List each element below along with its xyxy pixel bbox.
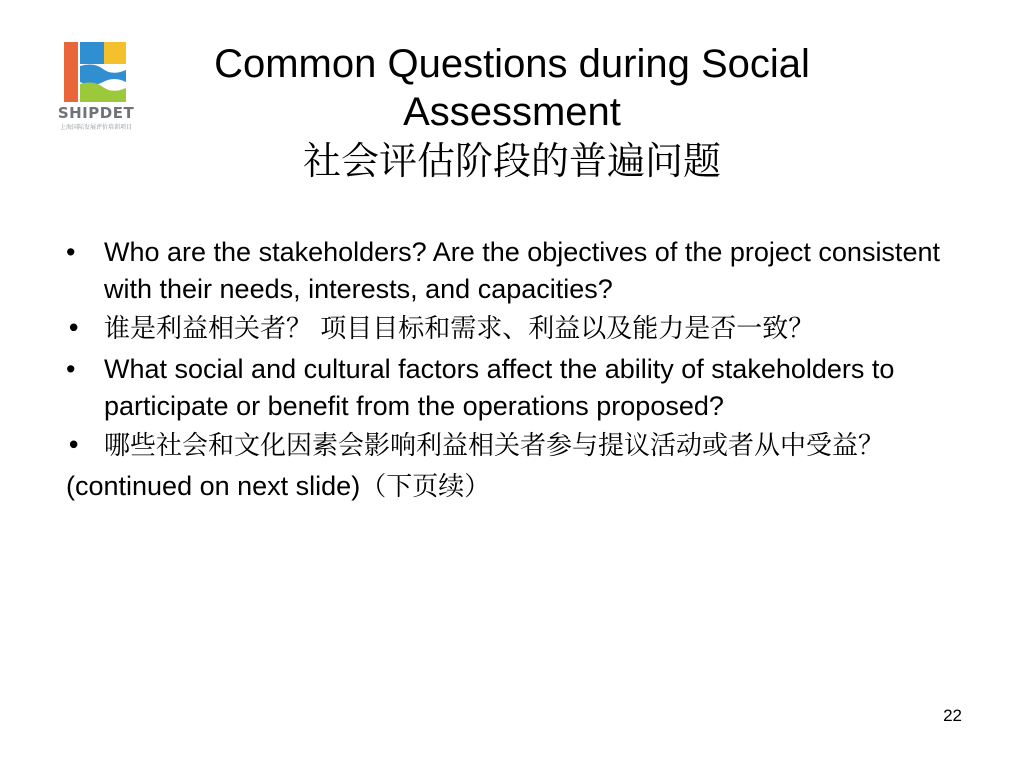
slide-title [150,40,874,186]
title-line-1: Common Questions during Social [214,42,810,86]
shipdet-logo-icon [64,42,126,102]
title-line-chinese: 社会评估阶段的普遍问题 [302,139,721,183]
bullet-item [66,312,966,347]
continued-note [66,468,966,506]
bullet-item [66,351,966,425]
bullet-text: 哪些社会和文化因素会影响利益相关者参与提议活动或者从中受益？ [104,431,885,461]
bullet-marker: • [66,314,82,344]
bullet-item [66,429,966,464]
logo-subtitle: 上海国际发展评价培训项目 [59,124,132,131]
continued-english: (continued on next slide) [66,471,361,501]
bullet-item [66,234,966,308]
logo-name: SHIPDET [57,104,135,122]
bullet-marker: • [66,237,76,267]
page-number: 22 [943,706,962,725]
bullet-marker: • [66,354,76,384]
bullet-list [66,234,966,506]
continued-chinese: （下页续） [360,472,491,502]
shipdet-logo [50,42,142,134]
bullet-text: 谁是利益相关者？ 项目目标和需求、利益以及能力是否一致？ [104,314,815,344]
title-line-2: Assessment [403,90,621,134]
bullet-text: What social and cultural factors affect the ability of stakeholders to participate or benefit from the operations proposed? [104,354,895,421]
bullet-marker: • [66,431,82,461]
bullet-text: Who are the stakeholders? Are the objectives of the project consistent with their needs, interests, and capacities? [104,237,940,304]
